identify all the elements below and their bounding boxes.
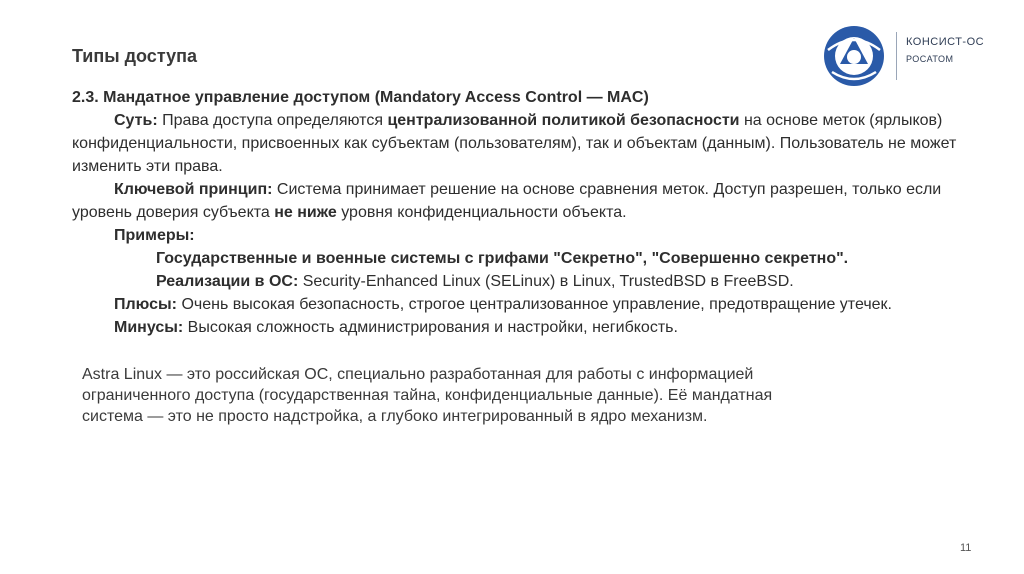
pros-paragraph [72,293,972,316]
example-2-label: Реализации в ОС: [156,273,299,290]
logo [818,24,988,88]
example-2 [72,270,972,293]
logo-text-konsist: КОНСИСТ-ОС [906,36,985,48]
rosatom-logo-icon [822,24,886,88]
essence-paragraph [72,109,972,178]
slide-content [72,86,972,339]
astra-note-line-1: Astra Linux — это российская ОС, специально разработанная для работы с информацией [82,366,754,383]
astra-linux-note [82,364,942,427]
principle-paragraph [72,178,972,224]
essence-label: Суть: [114,112,158,129]
cons-text: Высокая сложность администрирования и настройки, негибкость. [183,319,678,336]
principle-label: Ключевой принцип: [114,181,273,198]
principle-text-post: уровня конфиденциальности объекта. [336,204,627,221]
astra-note-line-2: ограниченного доступа (государственная тайна, конфиденциальные данные). Её мандатная [82,387,773,404]
essence-bold: централизованной политикой безопасности [387,112,740,129]
slide-title: Типы доступа [72,46,197,66]
examples-label-text: Примеры: [114,227,195,244]
example-2-text: Security-Enhanced Linux (SELinux) в Linux, TrustedBSD в FreeBSD. [298,273,794,290]
pros-label: Плюсы: [114,296,178,313]
logo-text-rosatom: РОСАТОМ [906,54,954,64]
page-number: 11 [960,542,972,554]
principle-bold: не ниже [274,204,337,221]
astra-note-line-3: система — это не просто надстройка, а глубоко интегрированный в ядро механизм. [82,408,708,425]
essence-text-pre: Права доступа определяются [157,112,388,129]
cons-label: Минусы: [114,319,184,336]
section-heading: 2.3. Мандатное управление доступом (Mandatory Access Control — MAC) [72,89,649,106]
cons-paragraph [72,316,972,339]
principle-text-pre: Система принимает решение на основе сравнения меток. Доступ разрешен, только если уровень доверия субъекта [72,181,942,221]
pros-text: Очень высокая безопасность, строгое централизованное управление, предотвращение утечек. [177,296,892,313]
example-1-text: Государственные и военные системы с грифами "Секретно", "Совершенно секретно". [156,250,849,267]
logo-divider [896,32,897,80]
example-1 [72,247,972,270]
examples-label [72,224,972,247]
essence-text-post: на основе меток (ярлыков) конфиденциальности, присвоенных как субъектам (пользователям), так и объектам (данным). Пользователь не может изменить эти права. [72,112,957,175]
